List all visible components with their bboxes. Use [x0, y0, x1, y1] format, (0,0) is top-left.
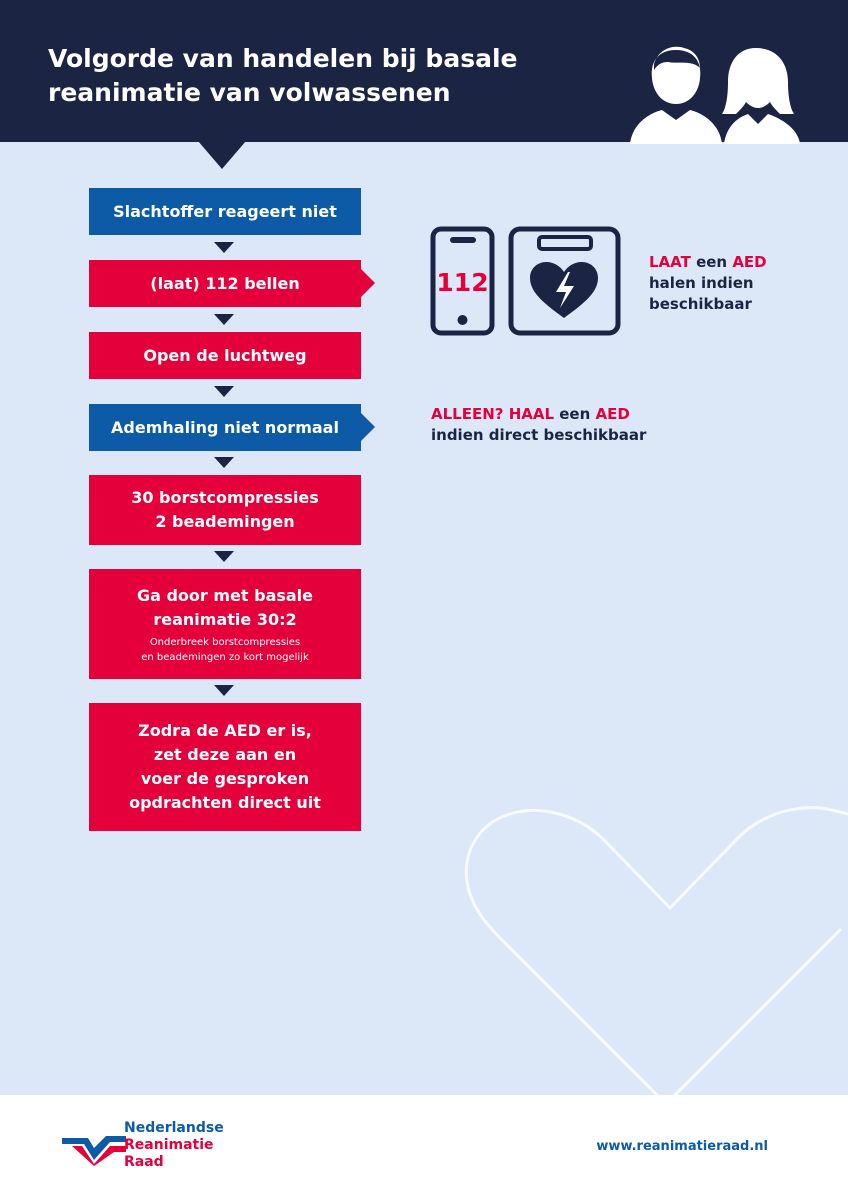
- page-title: [48, 42, 588, 110]
- note-text: beschikbaar: [649, 295, 752, 313]
- step-use-aed: [89, 703, 361, 831]
- step-label: Slachtoffer reageert niet: [113, 201, 337, 221]
- flow-arrow: [214, 242, 234, 253]
- step-open-airway: [89, 332, 361, 379]
- flow-arrow: [214, 457, 234, 468]
- note-get-aed: [649, 252, 767, 315]
- note-text: indien direct beschikbaar: [431, 426, 647, 444]
- step-pointer: [361, 269, 375, 297]
- title-line-2: reanimatie van volwassenen: [48, 78, 451, 107]
- step-label: voer de gesproken: [140, 769, 310, 788]
- step-label: opdrachten direct uit: [129, 793, 321, 812]
- step-call-112: [89, 260, 361, 307]
- step-label: 2 beademingen: [155, 512, 295, 531]
- step-label: (laat) 112 bellen: [150, 273, 300, 293]
- people-icon: [628, 40, 808, 145]
- step-sublabel: Onderbreek borstcompressies: [149, 636, 301, 648]
- step-pointer: [361, 413, 375, 441]
- logo-line: Raad: [124, 1154, 164, 1170]
- note-text: een: [554, 405, 596, 423]
- phone-icon: [433, 229, 492, 333]
- side-icons: [430, 226, 622, 338]
- step-label: 30 borstcompressies: [131, 488, 319, 507]
- header-pointer: [198, 141, 246, 169]
- background-heart-outline: [440, 770, 848, 1100]
- step-label: Zodra de AED er is,: [138, 721, 312, 740]
- note-emphasis: LAAT: [649, 253, 691, 271]
- step-label: reanimatie 30:2: [153, 609, 297, 629]
- note-emphasis: AED: [732, 253, 767, 271]
- website-link[interactable]: www.reanimatieraad.nl: [596, 1139, 768, 1154]
- logo-line: Nederlandse: [124, 1120, 224, 1136]
- step-continue-cpr: [89, 569, 361, 679]
- note-text: halen indien: [649, 274, 754, 292]
- step-label: Ga door met basale: [136, 585, 314, 605]
- step-unresponsive: [89, 188, 361, 235]
- logo-icon: [62, 1134, 126, 1166]
- step-label: Open de luchtweg: [143, 345, 307, 365]
- flow-arrow: [214, 685, 234, 696]
- step-breathing-abnormal: [89, 404, 361, 451]
- phone-number: 112: [436, 268, 489, 297]
- note-text: een: [690, 253, 733, 271]
- step-compressions: [89, 475, 361, 545]
- logo-wordmark: [124, 1120, 224, 1171]
- aed-heart-icon: [511, 229, 618, 333]
- title-line-1: Volgorde van handelen bij basale: [48, 44, 518, 73]
- logo-line: Reanimatie: [124, 1137, 214, 1153]
- flow-arrow: [214, 386, 234, 397]
- step-sublabel: en beademingen zo kort mogelijk: [141, 651, 309, 663]
- flow-arrow: [214, 314, 234, 325]
- note-emphasis: ALLEEN? HAAL: [431, 405, 555, 423]
- flow-arrow: [214, 551, 234, 562]
- step-label: Ademhaling niet normaal: [111, 417, 339, 437]
- note-alone: [431, 404, 646, 446]
- note-emphasis: AED: [595, 405, 630, 423]
- step-label: zet deze aan en: [153, 745, 297, 764]
